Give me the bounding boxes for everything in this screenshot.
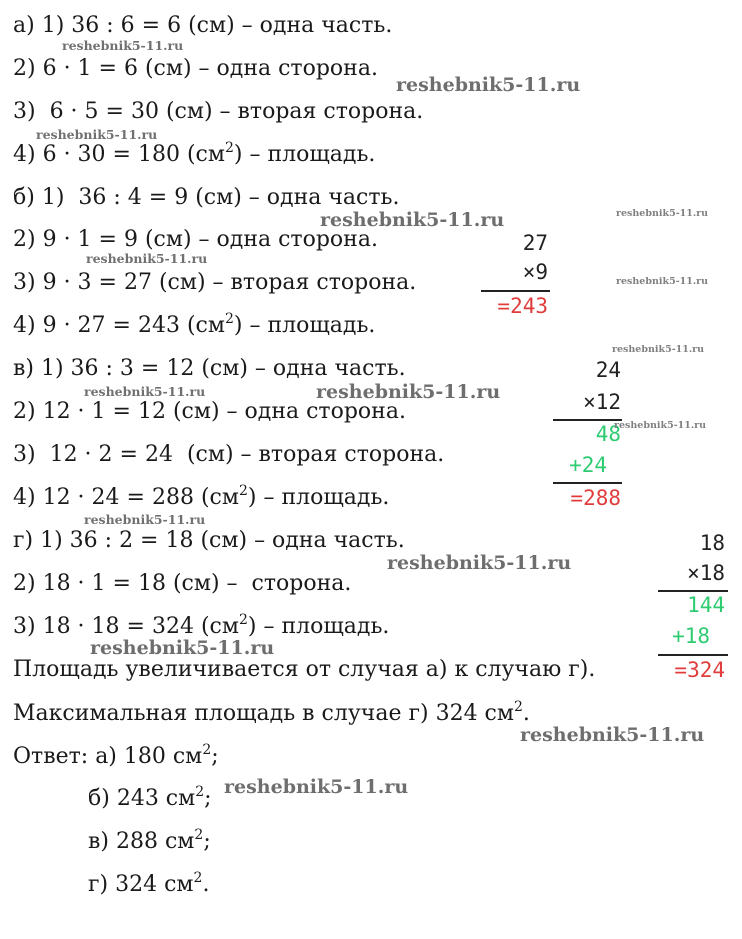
line-g3-end: ) – площадь. [247,614,390,639]
superscript: 2 [194,827,204,843]
calc-rule [658,654,728,656]
line-b4 [13,313,375,339]
watermark: reshebnik5-11.ru [62,38,184,53]
line-b1: б) 1) 36 : 4 = 9 (см) – одна часть. [13,185,400,210]
superscript: 2 [238,483,248,499]
watermark: reshebnik5-11.ru [84,512,206,527]
answer-a-text: Ответ: а) 180 см [13,744,203,769]
line-v2: 2) 12 · 1 = 12 (см) – одна сторона. [13,399,406,424]
superscript: 2 [224,311,234,327]
answer-b-end: ; [204,786,212,811]
line-a4 [13,142,375,168]
watermark: reshebnik5-11.ru [520,724,705,746]
watermark: reshebnik5-11.ru [616,276,709,287]
line-v3: 3) 12 · 2 = 24 (см) – вторая сторона. [13,442,445,467]
superscript: 2 [193,870,203,886]
calc-result: =324 [674,658,725,682]
line-a2: 2) 6 · 1 = 6 (см) – одна сторона. [13,56,378,81]
watermark: reshebnik5-11.ru [36,127,158,142]
calc-partial-product: 144 [687,593,725,617]
line-a4-end: ) – площадь. [233,142,376,167]
line-v1: в) 1) 36 : 3 = 12 (см) – одна часть. [13,356,406,381]
watermark: reshebnik5-11.ru [614,420,707,431]
superscript: 2 [195,784,205,800]
line-g1: г) 1) 36 : 2 = 18 (см) – одна часть. [13,528,405,553]
watermark: reshebnik5-11.ru [90,637,275,659]
answer-g-text: г) 324 см [88,872,194,897]
line-g3-text: 3) 18 · 18 = 324 (см [13,614,239,639]
answer-v [88,829,211,855]
watermark: reshebnik5-11.ru [387,552,572,574]
superscript: 2 [514,699,523,715]
watermark: reshebnik5-11.ru [86,251,208,266]
line-b3: 3) 9 · 3 = 27 (см) – вторая сторона. [13,270,417,295]
calc-multiplier: ×9 [522,260,548,284]
superscript: 2 [224,140,234,156]
watermark: reshebnik5-11.ru [396,74,581,96]
line-v4 [13,485,389,511]
watermark: reshebnik5-11.ru [84,384,206,399]
answer-g [88,872,209,898]
watermark: reshebnik5-11.ru [224,776,409,798]
calc-multiplier: ×18 [687,561,725,585]
watermark: reshebnik5-11.ru [320,209,505,231]
watermark: reshebnik5-11.ru [316,381,501,403]
calc-result: =243 [497,294,548,318]
answer-b [88,786,212,812]
answer-a-end: ; [211,744,219,769]
calc-result: =288 [570,486,621,510]
line-a1: а) 1) 36 : 6 = 6 (см) – одна часть. [13,13,393,38]
watermark: reshebnik5-11.ru [612,344,705,355]
max-area-end: . [522,701,530,726]
calc-rule [481,290,550,292]
line-v4-end: ) – площадь. [247,485,390,510]
max-area-text: Максимальная площадь в случае г) 324 см [13,701,514,726]
conclusion-line: Площадь увеличивается от случая а) к случаю г). [13,657,596,682]
line-b4-end: ) – площадь. [233,313,376,338]
calc-top-number: 18 [699,531,725,555]
answer-a [13,744,219,770]
calc-partial-product: +24 [569,453,607,477]
watermark: reshebnik5-11.ru [616,208,709,219]
superscript: 2 [202,742,212,758]
superscript: 2 [238,612,248,628]
line-b4-text: 4) 9 · 27 = 243 (см [13,313,225,338]
answer-v-text: в) 288 см [88,829,195,854]
line-g2: 2) 18 · 1 = 18 (см) – сторона. [13,571,352,596]
answer-g-end: . [202,872,210,897]
calc-rule [553,482,622,484]
line-b2: 2) 9 · 1 = 9 (см) – одна сторона. [13,227,378,252]
answer-v-end: ; [203,829,211,854]
line-v4-text: 4) 12 · 24 = 288 (см [13,485,239,510]
calc-multiplier: ×12 [583,390,621,414]
line-a4-text: 4) 6 · 30 = 180 (см [13,142,225,167]
calc-top-number: 24 [595,358,621,382]
answer-b-text: б) 243 см [88,786,196,811]
max-area-line [13,701,530,727]
line-a3: 3) 6 · 5 = 30 (см) – вторая сторона. [13,99,424,124]
calc-partial-product: 48 [595,422,621,446]
calc-top-number: 27 [522,231,548,255]
calc-partial-product: +18 [672,624,710,648]
